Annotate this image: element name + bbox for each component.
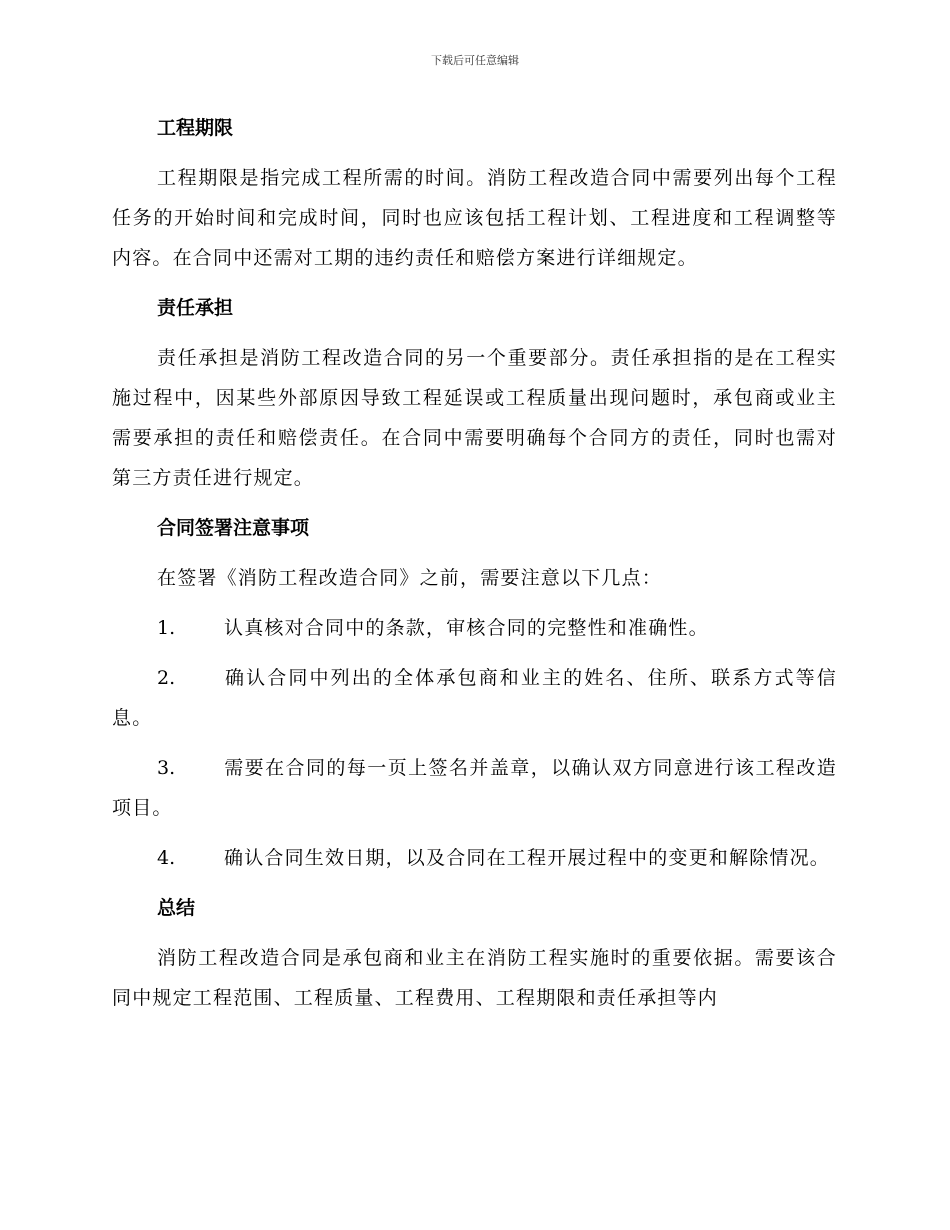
list-item bbox=[112, 838, 837, 878]
section-heading-duration: 工程期限 bbox=[157, 117, 234, 139]
list-item-text: 确认合同生效日期，以及合同在工程开展过程中的变更和解除情况。 bbox=[224, 847, 831, 869]
document-body bbox=[112, 108, 837, 1028]
section-heading-summary: 总结 bbox=[157, 897, 196, 919]
list-item bbox=[112, 658, 837, 738]
page-header: 下载后可任意编辑 bbox=[431, 54, 519, 67]
list-item bbox=[112, 608, 837, 648]
section-heading-liability: 责任承担 bbox=[157, 297, 234, 319]
list-item bbox=[112, 748, 837, 828]
section-body-liability: 责任承担是消防工程改造合同的另一个重要部分。责任承担指的是在工程实施过程中，因某些外部原因导致工程延误或工程质量出现问题时，承包商或业主需要承担的责任和赔偿责任。在合同中需要明确每个合同方的责任，同时也需对第三方责任进行规定。 bbox=[112, 347, 837, 489]
list-item-text: 确认合同中列出的全体承包商和业主的姓名、住所、联系方式等信息。 bbox=[112, 667, 837, 729]
list-item-number: 2. bbox=[157, 667, 176, 689]
section-body-summary: 消防工程改造合同是承包商和业主在消防工程实施时的重要依据。需要该合同中规定工程范围、工程质量、工程费用、工程期限和责任承担等内 bbox=[112, 947, 837, 1009]
list-item-number: 1. bbox=[157, 617, 176, 639]
section-body-duration: 工程期限是指完成工程所需的时间。消防工程改造合同中需要列出每个工程任务的开始时间和完成时间，同时也应该包括工程计划、工程进度和工程调整等内容。在合同中还需对工期的违约责任和赔偿方案进行详细规定。 bbox=[112, 167, 837, 269]
section-intro-signing: 在签署《消防工程改造合同》之前，需要注意以下几点： bbox=[157, 567, 663, 589]
list-item-text: 认真核对合同中的条款，审核合同的完整性和准确性。 bbox=[224, 617, 709, 639]
section-heading-signing: 合同签署注意事项 bbox=[157, 517, 310, 539]
list-item-number: 3. bbox=[157, 757, 176, 779]
list-item-text: 需要在合同的每一页上签名并盖章，以确认双方同意进行该工程改造项目。 bbox=[112, 757, 837, 819]
list-item-number: 4. bbox=[157, 847, 176, 869]
